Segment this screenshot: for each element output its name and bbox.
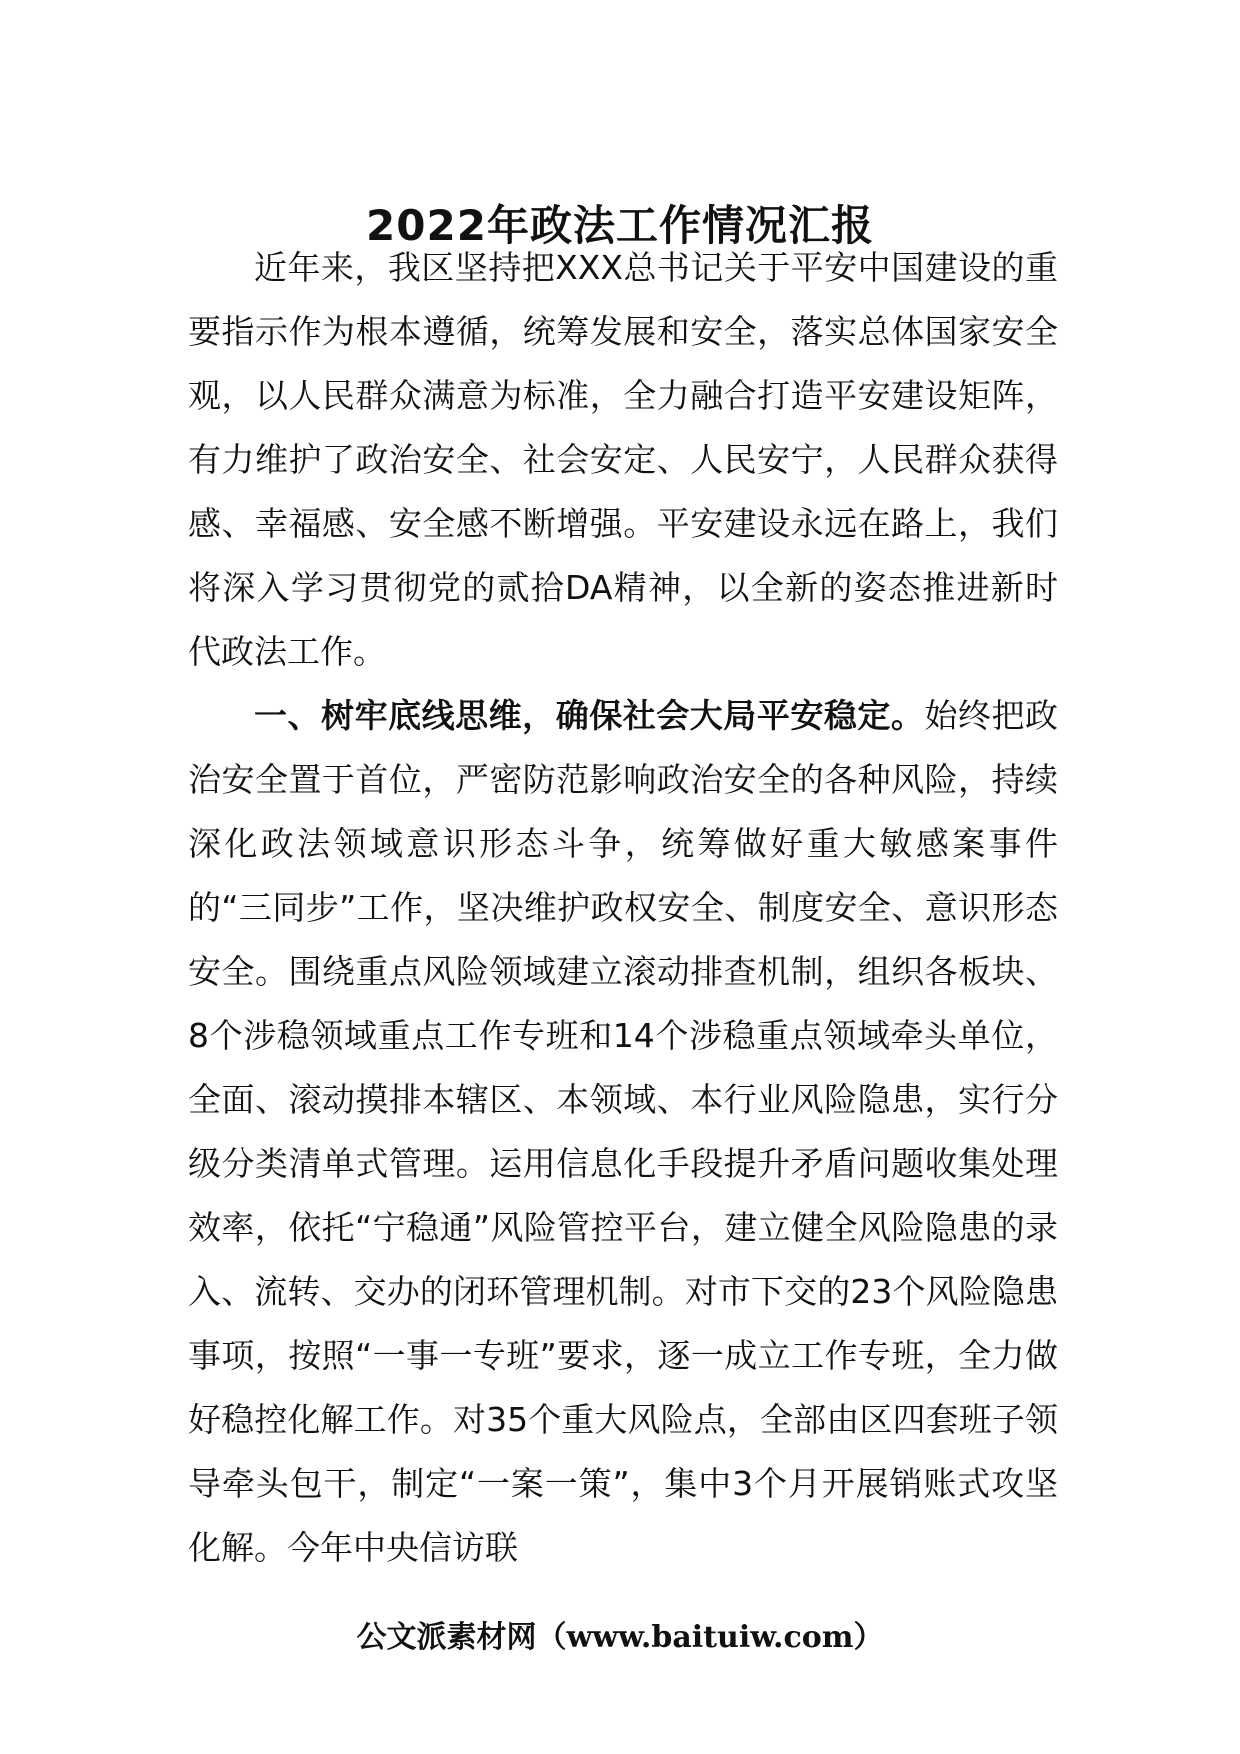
document-body (188, 236, 1058, 1580)
paragraph-section-one (188, 684, 1058, 1580)
paragraph-text: 近年来，我区坚持把XXX总书记关于平安中国建设的重要指示作为根本遵循，统筹发展和安全，落实总体国家安全观，以人民群众满意为标准，全力融合打造平安建设矩阵，有力维护了政治安全、社会安定、人民安宁，人民群众获得感、幸福感、安全感不断增强。平安建设永远在路上，我们将深入学习贯彻党的贰拾DA精神，以全新的姿态推进新时代政法工作。 (188, 248, 1058, 671)
paragraph-text: 始终把政治安全置于首位，严密防范影响政治安全的各种风险，持续深化政法领域意识形态斗争，统筹做好重大敏感案事件的“三同步”工作，坚决维护政权安全、制度安全、意识形态安全。围绕重点风险领域建立滚动排查机制，组织各板块、8个涉稳领域重点工作专班和14个涉稳重点领域牵头单位，全面、滚动摸排本辖区、本领域、本行业风险隐患，实行分级分类清单式管理。运用信息化手段提升矛盾问题收集处理效率，依托“宁稳通”风险管控平台，建立健全风险隐患的录入、流转、交办的闭环管理机制。对市下交的23个风险隐患事项，按照“一事一专班”要求，逐一成立工作专班，全力做好稳控化解工作。对35个重大风险点，全部由区四套班子领导牵头包干，制定“一案一策”，集中3个月开展销账式攻坚化解。今年中央信访联 (188, 696, 1059, 1567)
paragraph-intro (188, 236, 1058, 684)
section-heading: 一、树牢底线思维，确保社会大局平安稳定。 (254, 696, 925, 735)
document-title: 2022年政法工作情况汇报 (366, 201, 874, 251)
footer-watermark: 公文派素材网（www.baituiw.com） (356, 1620, 884, 1655)
